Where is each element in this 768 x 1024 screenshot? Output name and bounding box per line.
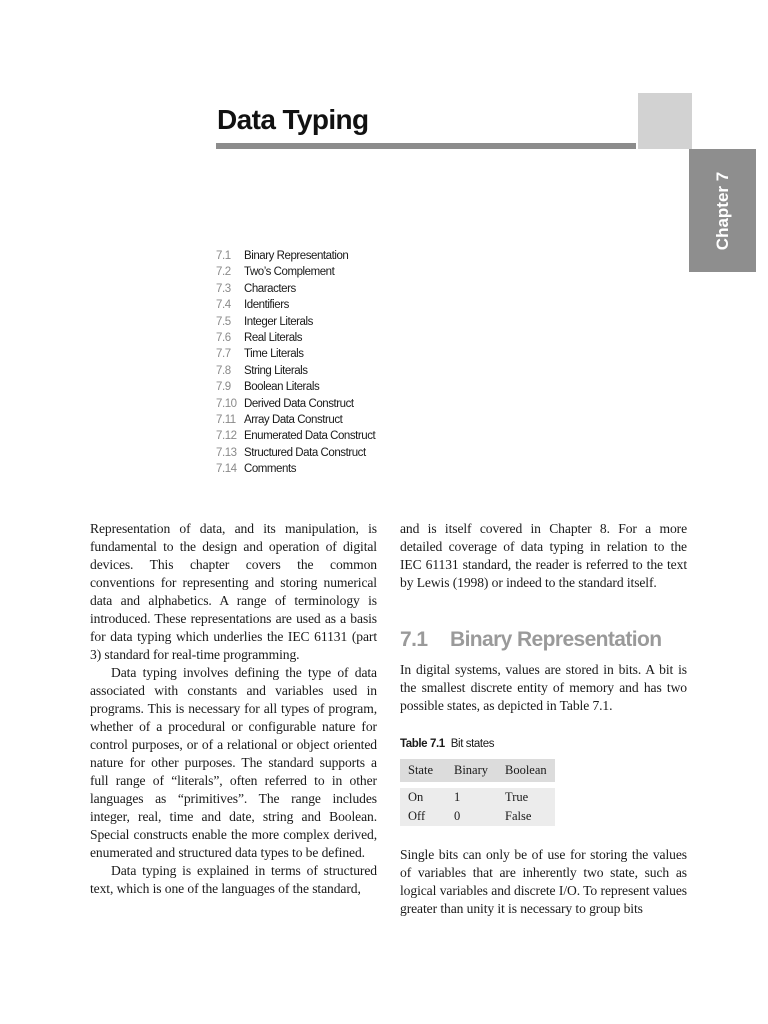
toc-item xyxy=(216,412,375,428)
table-cell: True xyxy=(505,790,529,804)
toc-item xyxy=(216,379,375,395)
corner-decoration xyxy=(638,93,692,149)
table-caption xyxy=(400,738,494,750)
toc-item xyxy=(216,346,375,362)
toc-item-number: 7.2 xyxy=(216,266,231,279)
toc-item-title: Characters xyxy=(244,282,296,295)
toc-item-number: 7.3 xyxy=(216,282,231,295)
toc-item xyxy=(216,428,375,444)
toc-item-number: 7.8 xyxy=(216,364,231,377)
toc-item-number: 7.9 xyxy=(216,381,231,394)
toc-item-number: 7.14 xyxy=(216,463,237,476)
bit-states-table xyxy=(400,759,555,826)
table-cell: Off xyxy=(408,809,426,823)
section-heading xyxy=(400,628,661,652)
table-header-row xyxy=(400,759,555,782)
toc-item-number: 7.10 xyxy=(216,397,237,410)
table-header-cell: State xyxy=(408,763,433,777)
table-of-contents xyxy=(216,248,375,477)
toc-item-title: Two’s Complement xyxy=(244,266,335,279)
table-row xyxy=(400,788,555,807)
toc-item-title: Boolean Literals xyxy=(244,381,320,394)
toc-item-number: 7.4 xyxy=(216,299,231,312)
table-cell: On xyxy=(408,790,424,804)
table-cell: 1 xyxy=(454,790,461,804)
table-header-cell: Boolean xyxy=(505,763,547,777)
body-paragraph: and is itself covered in Chapter 8. For a more detailed coverage of data typing in relation to the IEC 61131 standard, the reader is referred to the text by Lewis (1998) or indeed to the standard itself. xyxy=(400,521,687,590)
body-paragraph: In digital systems, values are stored in bits. A bit is the smallest discrete entity of memory and has two possible states, as depicted in Table 7.1. xyxy=(400,662,687,713)
right-column-continuation xyxy=(400,846,687,918)
toc-item-number: 7.12 xyxy=(216,430,237,443)
toc-item xyxy=(216,363,375,379)
toc-item xyxy=(216,445,375,461)
section-intro xyxy=(400,661,687,715)
toc-item-title: Derived Data Construct xyxy=(244,397,354,410)
toc-item-title: Real Literals xyxy=(244,331,303,344)
table-row xyxy=(400,807,555,826)
toc-item xyxy=(216,396,375,412)
toc-item-number: 7.6 xyxy=(216,331,231,344)
chapter-title: Data Typing xyxy=(217,104,369,135)
table-cell: False xyxy=(505,809,532,823)
title-rule xyxy=(216,143,636,149)
chapter-tab xyxy=(689,149,756,272)
table-caption-text: Bit states xyxy=(450,738,495,750)
toc-item-title: Identifiers xyxy=(244,299,289,312)
toc-item xyxy=(216,330,375,346)
toc-item-number: 7.11 xyxy=(216,413,236,426)
body-paragraph: Single bits can only be of use for storing the values of variables that are inherently two state, such as logical variables and discrete I/O. To represent values greater than unity it is necessary to group bits xyxy=(400,847,687,916)
body-paragraph: Data typing is explained in terms of structured text, which is one of the languages of the standard, xyxy=(90,863,377,896)
toc-item-title: Structured Data Construct xyxy=(244,446,366,459)
toc-item-number: 7.13 xyxy=(216,446,237,459)
section-title: Binary Representation xyxy=(450,628,662,651)
toc-item-title: Array Data Construct xyxy=(244,413,343,426)
toc-item xyxy=(216,314,375,330)
toc-item xyxy=(216,297,375,313)
table-caption-label: Table 7.1 xyxy=(400,738,445,750)
table-cell: 0 xyxy=(454,809,461,823)
toc-item-title: Comments xyxy=(244,463,296,476)
toc-item xyxy=(216,264,375,280)
body-paragraph: Representation of data, and its manipulation, is fundamental to the design and operation of digital devices. This chapter covers the common conventions for representing and storing numerical data and alphabetics. A range of terminology is introduced. These representations are used as a basis for data typing which underlies the IEC 61131 (part 3) standard for real-time programming. xyxy=(90,521,377,662)
toc-item-number: 7.5 xyxy=(216,315,231,328)
section-number: 7.1 xyxy=(400,628,428,651)
toc-item xyxy=(216,281,375,297)
toc-item-number: 7.1 xyxy=(216,250,231,262)
toc-item xyxy=(216,461,375,477)
toc-item-title: Integer Literals xyxy=(244,315,313,328)
toc-item-title: Binary Representation xyxy=(244,250,349,262)
table-header-cell: Binary xyxy=(454,763,489,777)
toc-item xyxy=(216,248,375,264)
toc-item-title: String Literals xyxy=(244,364,308,377)
chapter-tab-label: Chapter 7 xyxy=(712,171,732,250)
toc-item-title: Enumerated Data Construct xyxy=(244,430,376,443)
body-paragraph: Data typing involves defining the type of data associated with constants and variables used in programs. This is necessary for all types of program, whether of a procedural or configurable nature for control purposes, or of a relational or object oriented nature for other purposes. The standard supports a full range of “literals”, often referred to in other languages as “primitives”. The range includes integer, real, time and date, string and Boolean. Special constructs enable the more complex derived, enumerated and structured data types to be defined. xyxy=(90,665,377,860)
right-column-intro xyxy=(400,520,687,592)
left-column xyxy=(90,520,377,898)
toc-item-title: Time Literals xyxy=(244,348,304,361)
toc-item-number: 7.7 xyxy=(216,348,231,361)
